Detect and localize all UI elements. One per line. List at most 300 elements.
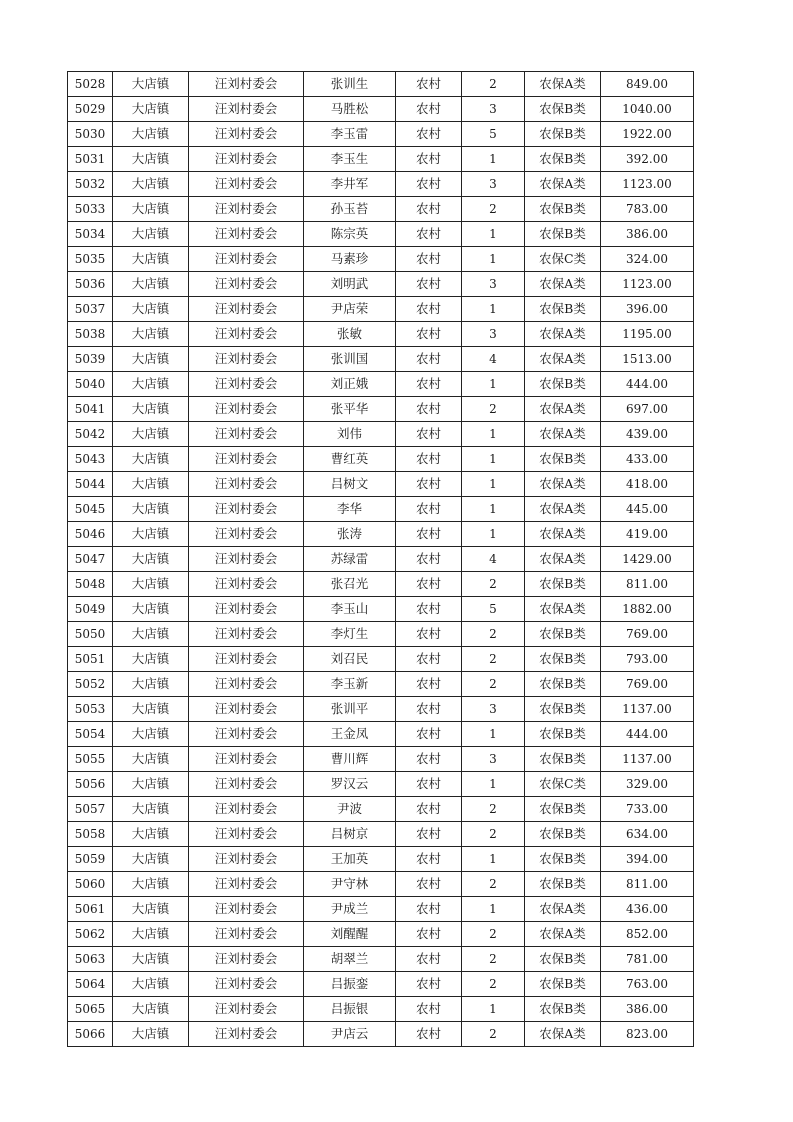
village-committee-cell: 汪刘村委会 [189,822,304,847]
table-row [68,697,694,722]
insurance-category-cell: 农保B类 [525,647,601,672]
village-committee-cell: 汪刘村委会 [189,397,304,422]
insurance-category-cell: 农保B类 [525,847,601,872]
person-name-cell: 尹店荣 [304,297,396,322]
insurance-category-cell: 农保B类 [525,447,601,472]
insurance-category-cell: 农保B类 [525,697,601,722]
person-name-cell: 李玉新 [304,672,396,697]
person-count-cell: 1 [462,247,525,272]
insurance-category-cell: 农保B类 [525,197,601,222]
person-count-cell: 2 [462,872,525,897]
village-committee-cell: 汪刘村委会 [189,347,304,372]
insurance-category-cell: 农保A类 [525,172,601,197]
table-row [68,397,694,422]
record-id-cell: 5035 [68,247,113,272]
amount-cell: 852.00 [601,922,694,947]
amount-cell: 1040.00 [601,97,694,122]
amount-cell: 849.00 [601,72,694,97]
table-row [68,347,694,372]
village-committee-cell: 汪刘村委会 [189,297,304,322]
table-row [68,247,694,272]
amount-cell: 1123.00 [601,272,694,297]
amount-cell: 769.00 [601,672,694,697]
insurance-category-cell: 农保A类 [525,1022,601,1047]
table-row [68,297,694,322]
village-committee-cell: 汪刘村委会 [189,597,304,622]
person-name-cell: 马胜松 [304,97,396,122]
amount-cell: 1429.00 [601,547,694,572]
town-cell: 大店镇 [113,897,189,922]
person-count-cell: 1 [462,522,525,547]
household-type-cell: 农村 [396,147,462,172]
record-id-cell: 5046 [68,522,113,547]
person-count-cell: 2 [462,397,525,422]
record-id-cell: 5059 [68,847,113,872]
insurance-category-cell: 农保A类 [525,397,601,422]
table-row [68,672,694,697]
table-row [68,147,694,172]
amount-cell: 811.00 [601,572,694,597]
insurance-category-cell: 农保B类 [525,572,601,597]
table-row [68,722,694,747]
household-type-cell: 农村 [396,1022,462,1047]
person-count-cell: 3 [462,697,525,722]
town-cell: 大店镇 [113,947,189,972]
amount-cell: 781.00 [601,947,694,972]
table-row [68,422,694,447]
insurance-category-cell: 农保B类 [525,672,601,697]
insurance-category-cell: 农保A类 [525,272,601,297]
person-count-cell: 2 [462,972,525,997]
household-type-cell: 农村 [396,822,462,847]
record-id-cell: 5042 [68,422,113,447]
household-type-cell: 农村 [396,647,462,672]
person-name-cell: 尹成兰 [304,897,396,922]
insurance-category-cell: 农保A类 [525,72,601,97]
amount-cell: 1123.00 [601,172,694,197]
town-cell: 大店镇 [113,472,189,497]
table-row [68,222,694,247]
table-row [68,972,694,997]
village-committee-cell: 汪刘村委会 [189,772,304,797]
table-row [68,372,694,397]
amount-cell: 329.00 [601,772,694,797]
record-id-cell: 5063 [68,947,113,972]
village-committee-cell: 汪刘村委会 [189,522,304,547]
town-cell: 大店镇 [113,722,189,747]
person-name-cell: 刘伟 [304,422,396,447]
person-name-cell: 李华 [304,497,396,522]
town-cell: 大店镇 [113,72,189,97]
household-type-cell: 农村 [396,447,462,472]
person-name-cell: 吕树文 [304,472,396,497]
table-row [68,547,694,572]
record-id-cell: 5057 [68,797,113,822]
person-count-cell: 1 [462,297,525,322]
amount-cell: 634.00 [601,822,694,847]
insurance-category-cell: 农保B类 [525,872,601,897]
town-cell: 大店镇 [113,372,189,397]
village-committee-cell: 汪刘村委会 [189,422,304,447]
town-cell: 大店镇 [113,147,189,172]
amount-cell: 793.00 [601,647,694,672]
household-type-cell: 农村 [396,272,462,297]
person-count-cell: 3 [462,172,525,197]
town-cell: 大店镇 [113,422,189,447]
record-id-cell: 5041 [68,397,113,422]
table-row [68,497,694,522]
person-count-cell: 5 [462,597,525,622]
village-committee-cell: 汪刘村委会 [189,697,304,722]
village-committee-cell: 汪刘村委会 [189,372,304,397]
town-cell: 大店镇 [113,272,189,297]
town-cell: 大店镇 [113,222,189,247]
record-id-cell: 5032 [68,172,113,197]
person-name-cell: 李井军 [304,172,396,197]
record-id-cell: 5038 [68,322,113,347]
town-cell: 大店镇 [113,547,189,572]
record-id-cell: 5065 [68,997,113,1022]
person-name-cell: 孙玉苔 [304,197,396,222]
record-id-cell: 5056 [68,772,113,797]
town-cell: 大店镇 [113,247,189,272]
village-committee-cell: 汪刘村委会 [189,947,304,972]
amount-cell: 697.00 [601,397,694,422]
town-cell: 大店镇 [113,297,189,322]
village-committee-cell: 汪刘村委会 [189,497,304,522]
record-id-cell: 5049 [68,597,113,622]
person-name-cell: 李玉山 [304,597,396,622]
insurance-category-cell: 农保A类 [525,597,601,622]
village-committee-cell: 汪刘村委会 [189,1022,304,1047]
household-type-cell: 农村 [396,522,462,547]
person-count-cell: 1 [462,847,525,872]
town-cell: 大店镇 [113,872,189,897]
table-row [68,197,694,222]
person-count-cell: 1 [462,997,525,1022]
person-name-cell: 马素珍 [304,247,396,272]
household-type-cell: 农村 [396,297,462,322]
insurance-category-cell: 农保A类 [525,422,601,447]
town-cell: 大店镇 [113,622,189,647]
insurance-category-cell: 农保B类 [525,747,601,772]
person-count-cell: 3 [462,272,525,297]
amount-cell: 394.00 [601,847,694,872]
town-cell: 大店镇 [113,847,189,872]
insurance-category-cell: 农保A类 [525,922,601,947]
village-committee-cell: 汪刘村委会 [189,922,304,947]
table-row [68,797,694,822]
table-row [68,472,694,497]
person-name-cell: 尹店云 [304,1022,396,1047]
insurance-category-cell: 农保C类 [525,772,601,797]
amount-cell: 1922.00 [601,122,694,147]
records-table-body [68,72,694,1047]
insurance-category-cell: 农保A类 [525,497,601,522]
table-row [68,597,694,622]
table-row [68,872,694,897]
table-row [68,947,694,972]
amount-cell: 763.00 [601,972,694,997]
village-committee-cell: 汪刘村委会 [189,172,304,197]
insurance-category-cell: 农保B类 [525,147,601,172]
household-type-cell: 农村 [396,172,462,197]
record-id-cell: 5051 [68,647,113,672]
household-type-cell: 农村 [396,472,462,497]
amount-cell: 386.00 [601,222,694,247]
household-type-cell: 农村 [396,397,462,422]
person-count-cell: 4 [462,547,525,572]
household-type-cell: 农村 [396,847,462,872]
town-cell: 大店镇 [113,672,189,697]
amount-cell: 392.00 [601,147,694,172]
village-committee-cell: 汪刘村委会 [189,897,304,922]
table-row [68,72,694,97]
amount-cell: 324.00 [601,247,694,272]
household-type-cell: 农村 [396,322,462,347]
household-type-cell: 农村 [396,72,462,97]
person-name-cell: 胡翠兰 [304,947,396,972]
town-cell: 大店镇 [113,447,189,472]
insurance-category-cell: 农保A类 [525,322,601,347]
person-name-cell: 刘正娥 [304,372,396,397]
household-type-cell: 农村 [396,972,462,997]
village-committee-cell: 汪刘村委会 [189,72,304,97]
household-type-cell: 农村 [396,797,462,822]
person-name-cell: 吕树京 [304,822,396,847]
record-id-cell: 5047 [68,547,113,572]
record-id-cell: 5060 [68,872,113,897]
record-id-cell: 5048 [68,572,113,597]
person-count-cell: 1 [462,722,525,747]
town-cell: 大店镇 [113,922,189,947]
insurance-category-cell: 农保A类 [525,897,601,922]
town-cell: 大店镇 [113,822,189,847]
record-id-cell: 5029 [68,97,113,122]
record-id-cell: 5061 [68,897,113,922]
town-cell: 大店镇 [113,97,189,122]
record-id-cell: 5043 [68,447,113,472]
household-type-cell: 农村 [396,572,462,597]
town-cell: 大店镇 [113,797,189,822]
insurance-category-cell: 农保A类 [525,547,601,572]
amount-cell: 1882.00 [601,597,694,622]
record-id-cell: 5033 [68,197,113,222]
person-name-cell: 王加英 [304,847,396,872]
amount-cell: 733.00 [601,797,694,822]
person-name-cell: 张平华 [304,397,396,422]
household-type-cell: 农村 [396,247,462,272]
town-cell: 大店镇 [113,497,189,522]
table-row [68,272,694,297]
village-committee-cell: 汪刘村委会 [189,222,304,247]
table-row [68,647,694,672]
town-cell: 大店镇 [113,697,189,722]
person-count-cell: 1 [462,472,525,497]
person-name-cell: 陈宗英 [304,222,396,247]
table-row [68,322,694,347]
record-id-cell: 5037 [68,297,113,322]
amount-cell: 396.00 [601,297,694,322]
table-row [68,447,694,472]
village-committee-cell: 汪刘村委会 [189,572,304,597]
person-name-cell: 张召光 [304,572,396,597]
village-committee-cell: 汪刘村委会 [189,147,304,172]
household-type-cell: 农村 [396,897,462,922]
person-count-cell: 2 [462,197,525,222]
insurance-category-cell: 农保B类 [525,222,601,247]
village-committee-cell: 汪刘村委会 [189,647,304,672]
insurance-category-cell: 农保B类 [525,822,601,847]
insurance-category-cell: 农保B类 [525,122,601,147]
record-id-cell: 5031 [68,147,113,172]
person-name-cell: 吕振银 [304,997,396,1022]
village-committee-cell: 汪刘村委会 [189,622,304,647]
village-committee-cell: 汪刘村委会 [189,97,304,122]
person-name-cell: 曹红英 [304,447,396,472]
table-row [68,897,694,922]
record-id-cell: 5036 [68,272,113,297]
table-row [68,622,694,647]
record-id-cell: 5058 [68,822,113,847]
town-cell: 大店镇 [113,122,189,147]
household-type-cell: 农村 [396,672,462,697]
town-cell: 大店镇 [113,197,189,222]
household-type-cell: 农村 [396,122,462,147]
household-type-cell: 农村 [396,197,462,222]
record-id-cell: 5045 [68,497,113,522]
insurance-category-cell: 农保C类 [525,247,601,272]
person-name-cell: 吕振銮 [304,972,396,997]
record-id-cell: 5064 [68,972,113,997]
person-name-cell: 李灯生 [304,622,396,647]
household-type-cell: 农村 [396,547,462,572]
insurance-category-cell: 农保A类 [525,347,601,372]
household-type-cell: 农村 [396,947,462,972]
amount-cell: 419.00 [601,522,694,547]
household-type-cell: 农村 [396,222,462,247]
person-count-cell: 2 [462,822,525,847]
insurance-category-cell: 农保A类 [525,522,601,547]
person-count-cell: 2 [462,572,525,597]
amount-cell: 811.00 [601,872,694,897]
household-type-cell: 农村 [396,372,462,397]
town-cell: 大店镇 [113,597,189,622]
person-count-cell: 1 [462,222,525,247]
household-type-cell: 农村 [396,922,462,947]
village-committee-cell: 汪刘村委会 [189,472,304,497]
village-committee-cell: 汪刘村委会 [189,672,304,697]
household-type-cell: 农村 [396,722,462,747]
person-name-cell: 王金凤 [304,722,396,747]
person-count-cell: 1 [462,147,525,172]
household-type-cell: 农村 [396,347,462,372]
household-type-cell: 农村 [396,997,462,1022]
amount-cell: 1513.00 [601,347,694,372]
insurance-category-cell: 农保B类 [525,372,601,397]
village-committee-cell: 汪刘村委会 [189,247,304,272]
amount-cell: 418.00 [601,472,694,497]
table-row [68,747,694,772]
person-count-cell: 2 [462,647,525,672]
person-count-cell: 2 [462,947,525,972]
table-row [68,97,694,122]
household-type-cell: 农村 [396,597,462,622]
village-committee-cell: 汪刘村委会 [189,322,304,347]
table-row [68,1022,694,1047]
town-cell: 大店镇 [113,522,189,547]
record-id-cell: 5028 [68,72,113,97]
household-type-cell: 农村 [396,747,462,772]
person-name-cell: 李玉生 [304,147,396,172]
person-name-cell: 尹守林 [304,872,396,897]
amount-cell: 1137.00 [601,747,694,772]
person-name-cell: 刘召民 [304,647,396,672]
amount-cell: 386.00 [601,997,694,1022]
amount-cell: 445.00 [601,497,694,522]
person-count-cell: 2 [462,672,525,697]
village-committee-cell: 汪刘村委会 [189,722,304,747]
town-cell: 大店镇 [113,322,189,347]
town-cell: 大店镇 [113,747,189,772]
person-name-cell: 罗汉云 [304,772,396,797]
household-type-cell: 农村 [396,97,462,122]
insurance-category-cell: 农保A类 [525,472,601,497]
person-count-cell: 1 [462,497,525,522]
record-id-cell: 5066 [68,1022,113,1047]
household-type-cell: 农村 [396,497,462,522]
person-count-cell: 3 [462,747,525,772]
town-cell: 大店镇 [113,647,189,672]
town-cell: 大店镇 [113,172,189,197]
person-name-cell: 张涛 [304,522,396,547]
household-type-cell: 农村 [396,622,462,647]
person-name-cell: 张敏 [304,322,396,347]
person-count-cell: 3 [462,97,525,122]
amount-cell: 823.00 [601,1022,694,1047]
person-count-cell: 2 [462,1022,525,1047]
person-name-cell: 苏绿雷 [304,547,396,572]
person-name-cell: 刘明武 [304,272,396,297]
person-count-cell: 4 [462,347,525,372]
table-row [68,522,694,547]
records-table [67,71,694,1047]
household-type-cell: 农村 [396,697,462,722]
person-count-cell: 5 [462,122,525,147]
table-row [68,572,694,597]
amount-cell: 783.00 [601,197,694,222]
table-row [68,847,694,872]
amount-cell: 439.00 [601,422,694,447]
person-name-cell: 曹川辉 [304,747,396,772]
amount-cell: 769.00 [601,622,694,647]
village-committee-cell: 汪刘村委会 [189,122,304,147]
town-cell: 大店镇 [113,572,189,597]
household-type-cell: 农村 [396,772,462,797]
record-id-cell: 5044 [68,472,113,497]
record-id-cell: 5040 [68,372,113,397]
table-row [68,997,694,1022]
village-committee-cell: 汪刘村委会 [189,272,304,297]
person-count-cell: 2 [462,922,525,947]
table-row [68,772,694,797]
person-name-cell: 李玉雷 [304,122,396,147]
town-cell: 大店镇 [113,397,189,422]
insurance-category-cell: 农保B类 [525,622,601,647]
village-committee-cell: 汪刘村委会 [189,447,304,472]
town-cell: 大店镇 [113,772,189,797]
record-id-cell: 5039 [68,347,113,372]
